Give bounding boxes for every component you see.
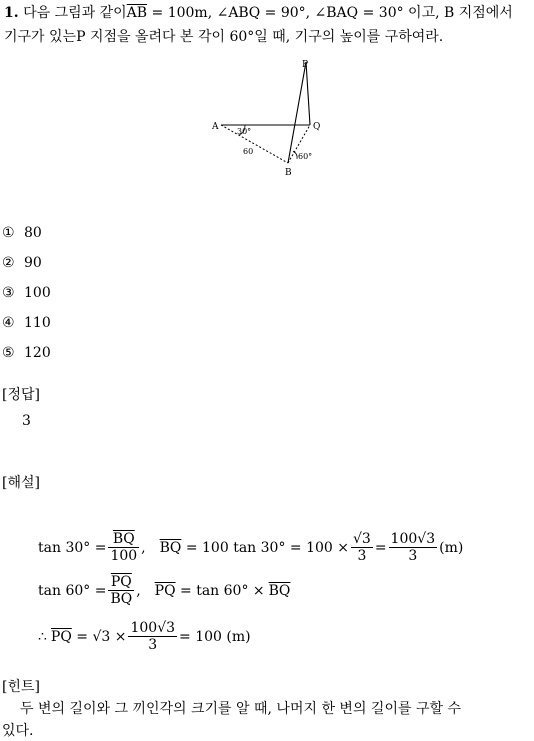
angle-arc-b — [293, 151, 297, 159]
solution-eq-3 — [38, 620, 251, 653]
hint-line-1: 두 변의 길이와 그 끼인각의 크기를 알 때, 나머지 한 변의 길이를 구할 수 — [20, 701, 461, 717]
eq2-pq: $\overline{PQ}$ — [154, 582, 176, 599]
eq3-frac-num: 100√3 — [130, 620, 176, 636]
choice-4[interactable] — [2, 314, 51, 332]
choice-mark: ⑤ — [2, 345, 15, 361]
solution-eq-2 — [38, 574, 290, 607]
eq1-sqrt-fraction — [351, 531, 373, 564]
eq1-sqrt-den: 3 — [357, 548, 367, 564]
eq1-bq: $\overline{BQ}$ — [159, 539, 182, 556]
choice-mark: ④ — [2, 315, 15, 331]
geometry-figure — [205, 55, 330, 180]
solution-eq-1 — [38, 531, 463, 564]
label-a: A — [212, 122, 219, 132]
segment-ab — [221, 125, 288, 163]
label-angle-b: 60° — [298, 152, 313, 161]
eq1-frac-num: $\overline{BQ}$ — [112, 531, 135, 547]
label-q: Q — [313, 122, 321, 132]
label-side-ab: 60 — [243, 147, 254, 156]
eq1-sqrt-num: √3 — [352, 531, 371, 547]
eq1-lhs: tan 30° = — [38, 539, 107, 556]
solution-header: [해설] — [2, 475, 40, 491]
choice-3[interactable] — [2, 284, 51, 302]
label-b: B — [285, 168, 292, 178]
problem-number: 1. — [4, 5, 19, 21]
eq1-frac-den: 100 — [110, 548, 138, 564]
hint-line-2: 있다. — [2, 723, 34, 739]
eq2-rhs: = tan 60° × — [175, 582, 265, 599]
eq3-pq: $\overline{PQ}$ — [50, 628, 72, 645]
choice-mark: ③ — [2, 285, 15, 301]
eq3-rhs: = √3 × — [71, 628, 127, 645]
eq2-frac-num: $\overline{PQ}$ — [110, 574, 132, 590]
choice-value: 110 — [24, 315, 51, 331]
choice-mark: ② — [2, 255, 15, 271]
eq1-sep: , — [141, 539, 146, 556]
eq1-unit: (m) — [439, 539, 464, 556]
label-p: P — [302, 60, 309, 70]
eq1-res-num: 100√3 — [390, 531, 436, 547]
eq2-bq: $\overline{BQ}$ — [268, 582, 291, 599]
choice-mark: ① — [2, 225, 15, 241]
problem-text-a: 다음 그림과 같이 — [23, 5, 127, 21]
eq1-res-den: 3 — [408, 548, 418, 564]
eq2-frac-den: BQ — [110, 591, 133, 607]
choice-value: 120 — [24, 345, 51, 361]
eq2-sep: , — [136, 582, 141, 599]
choice-value: 90 — [24, 255, 42, 271]
eq3-therefore: ∴ — [38, 628, 47, 645]
problem-line-1 — [4, 4, 532, 22]
eq3-frac-den: 3 — [148, 637, 158, 653]
eq3-result: = 100 (m) — [179, 628, 251, 645]
segment-ab: $\overline{AB}$ — [126, 5, 148, 21]
choice-value: 80 — [24, 225, 42, 241]
answer-value: 3 — [22, 413, 31, 429]
choice-1[interactable] — [2, 224, 42, 242]
answer-header: [정답] — [2, 387, 40, 403]
eq1-fraction — [108, 531, 139, 564]
segment-pq — [306, 62, 310, 125]
label-angle-a: 30° — [237, 127, 252, 136]
eq2-fraction — [108, 574, 134, 607]
choice-5[interactable] — [2, 344, 51, 362]
choice-value: 100 — [24, 285, 51, 301]
eq1-mid: = 100 tan 30° = 100 × — [181, 539, 349, 556]
eq1-result-fraction — [389, 531, 438, 564]
eq1-equals: = — [374, 539, 387, 556]
eq3-fraction — [128, 620, 177, 653]
hint-header: [힌트] — [2, 679, 40, 695]
eq2-lhs: tan 60° = — [38, 582, 107, 599]
problem-line-2: 기구가 있는P 지점을 올려다 본 각이 60°일 때, 기구의 높이를 구하여라. — [4, 29, 444, 45]
choice-2[interactable] — [2, 254, 42, 272]
problem-text-b: = 100m, ∠ABQ = 90°, ∠BAQ = 30° 이고, B 지점에서 — [147, 5, 513, 21]
